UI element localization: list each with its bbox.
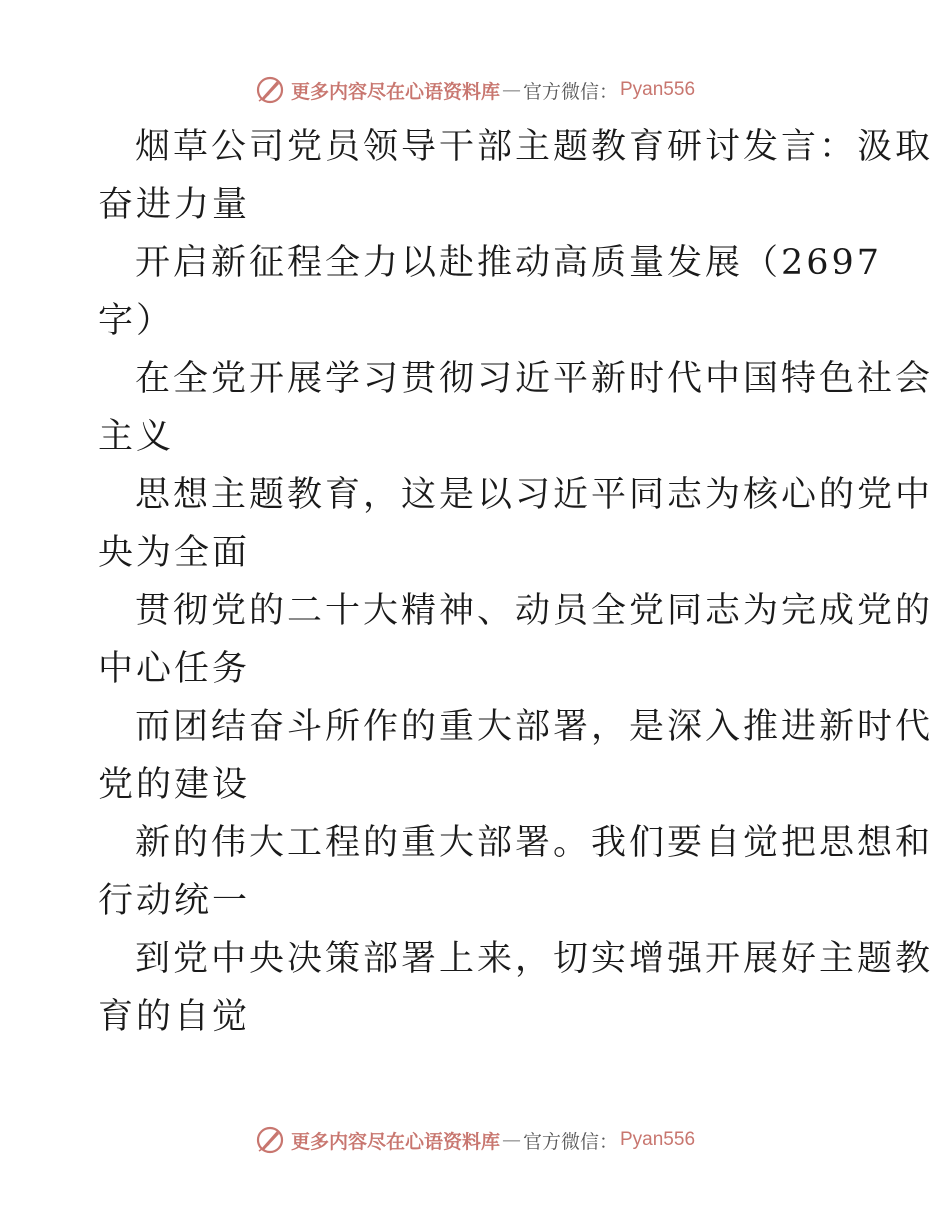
feather-pen-circle-icon xyxy=(255,1125,285,1155)
paragraph-line: 中心任务 xyxy=(98,649,251,689)
paragraph-line: 主义 xyxy=(98,417,175,457)
banner-wechat-label: 官方微信： xyxy=(522,80,618,103)
paragraph-line: 而团结奋斗所作的重大部署，是深入推进新时代 xyxy=(135,707,934,747)
feather-pen-circle-icon xyxy=(255,75,285,105)
paragraph xyxy=(98,350,934,466)
banner-wechat-label: 官方微信： xyxy=(522,1130,618,1153)
banner-separator: — xyxy=(501,1129,521,1151)
header-banner xyxy=(0,70,950,110)
footer-banner xyxy=(0,1120,950,1160)
paragraph-line: 开启新征程全力以赴推动高质量发展（2697 xyxy=(135,243,883,283)
paragraph xyxy=(98,814,934,930)
paragraph xyxy=(98,118,934,234)
paragraph xyxy=(98,582,934,698)
paragraph xyxy=(98,234,883,350)
paragraph-line: 育的自觉 xyxy=(98,997,251,1037)
paragraph-line: 烟草公司党员领导干部主题教育研讨发言：汲取 xyxy=(135,127,934,167)
paragraph-line: 行动统一 xyxy=(98,881,251,921)
paragraph-line: 党的建设 xyxy=(98,765,251,805)
paragraph-line: 奋进力量 xyxy=(98,185,251,225)
paragraph-line: 字） xyxy=(98,301,175,341)
paragraph xyxy=(98,930,934,1046)
paragraph-line: 思想主题教育，这是以习近平同志为核心的党中 xyxy=(135,475,934,515)
document-body xyxy=(98,118,934,1046)
banner-wechat-id: Pyan556 xyxy=(620,1129,696,1150)
banner-promo-text: 更多内容尽在心语资料库 xyxy=(290,1130,500,1153)
paragraph xyxy=(98,698,934,814)
paragraph-line: 贯彻党的二十大精神、动员全党同志为完成党的 xyxy=(135,591,934,631)
paragraph-line: 到党中央决策部署上来，切实增强开展好主题教 xyxy=(135,939,934,979)
paragraph-line: 在全党开展学习贯彻习近平新时代中国特色社会 xyxy=(135,359,934,399)
paragraph-line: 央为全面 xyxy=(98,533,251,573)
paragraph xyxy=(98,466,934,582)
banner-separator: — xyxy=(501,79,521,101)
paragraph-line: 新的伟大工程的重大部署。我们要自觉把思想和 xyxy=(135,823,934,863)
banner-promo-text: 更多内容尽在心语资料库 xyxy=(290,80,500,103)
banner-wechat-id: Pyan556 xyxy=(620,79,696,100)
